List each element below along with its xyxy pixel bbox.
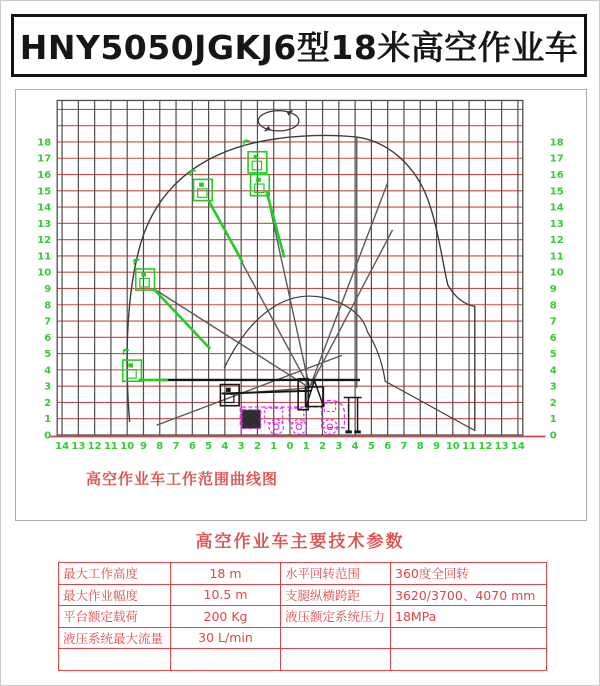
svg-text:8: 8 [549,300,557,312]
svg-text:11: 11 [462,441,477,452]
svg-text:11: 11 [103,441,118,452]
svg-text:18: 18 [37,137,52,149]
param-label [281,649,391,671]
chart-caption: 高空作业车工作范围曲线图 [86,470,279,488]
svg-text:6: 6 [44,332,52,344]
svg-text:5: 5 [549,349,557,361]
param-value [391,627,547,649]
svg-text:0: 0 [286,441,294,452]
svg-text:12: 12 [37,235,52,247]
svg-text:11: 11 [549,251,564,263]
svg-text:2: 2 [44,397,52,409]
svg-text:14: 14 [549,202,564,214]
svg-text:7: 7 [400,441,408,452]
param-label [281,627,391,649]
svg-text:0: 0 [44,430,52,442]
work-range-svg [16,90,586,520]
svg-text:13: 13 [549,218,564,230]
svg-text:13: 13 [494,441,509,452]
svg-text:17: 17 [37,153,52,165]
svg-text:12: 12 [478,441,493,452]
svg-text:3: 3 [549,381,557,393]
param-label: 平台额定载荷 [59,606,171,628]
param-label: 液压额定系统压力 [281,606,391,628]
param-label: 支腿纵横跨距 [281,584,391,606]
svg-text:5: 5 [367,441,375,452]
svg-text:4: 4 [549,365,557,377]
svg-text:14: 14 [37,202,52,214]
svg-text:9: 9 [139,441,147,452]
svg-text:5: 5 [205,441,213,452]
truck [240,401,344,435]
svg-text:17: 17 [549,153,564,165]
svg-text:4: 4 [44,365,52,377]
svg-text:3: 3 [335,441,343,452]
work-range-panel [15,89,587,521]
svg-text:10: 10 [549,267,564,279]
param-value [391,649,547,671]
svg-text:6: 6 [549,332,557,344]
svg-text:7: 7 [44,316,52,328]
boom-positions [139,138,393,425]
svg-text:11: 11 [37,251,52,263]
svg-text:15: 15 [549,186,564,198]
svg-text:12: 12 [549,235,564,247]
svg-text:8: 8 [156,441,164,452]
svg-text:9: 9 [44,283,52,295]
svg-text:12: 12 [87,441,102,452]
param-value: 18MPa [391,606,547,628]
svg-text:1: 1 [270,441,278,452]
page-title: HNY5050JGKJ6型18米高空作业车 [19,28,579,67]
svg-text:4: 4 [351,441,359,452]
svg-text:7: 7 [549,316,557,328]
table-row [59,563,547,585]
param-label: 水平回转范围 [281,563,391,585]
svg-text:3: 3 [237,441,245,452]
turret-structure [298,379,361,434]
svg-text:1: 1 [302,441,310,452]
param-value: 30 L/min [171,627,281,649]
table-row [59,606,547,628]
svg-text:10: 10 [37,267,52,279]
param-value: 18 m [171,563,281,585]
svg-text:8: 8 [416,441,424,452]
param-value [171,649,281,671]
svg-text:3: 3 [44,381,52,393]
param-label: 最大作业幅度 [59,584,171,606]
param-label [59,649,171,671]
svg-text:9: 9 [549,283,557,295]
svg-text:6: 6 [188,441,196,452]
svg-text:1: 1 [44,414,52,426]
svg-text:2: 2 [549,397,557,409]
svg-text:13: 13 [37,218,52,230]
svg-text:4: 4 [221,441,229,452]
svg-text:14: 14 [510,441,525,452]
table-row [59,649,547,671]
param-label: 液压系统最大流量 [59,627,171,649]
svg-text:0: 0 [549,430,557,442]
svg-text:13: 13 [71,441,86,452]
svg-text:7: 7 [172,441,180,452]
svg-text:10: 10 [445,441,460,452]
table-row [59,584,547,606]
svg-text:16: 16 [549,170,564,182]
param-value: 10.5 m [171,584,281,606]
param-value: 360度全回转 [391,563,547,585]
table-title: 高空作业车主要技术参数 [195,532,405,552]
param-value: 3620/3700、4070 mm [391,584,547,606]
svg-text:2: 2 [253,441,261,452]
svg-text:14: 14 [55,441,70,452]
svg-text:15: 15 [37,186,52,198]
svg-text:1: 1 [549,414,557,426]
title-bar [11,14,587,77]
param-label: 最大工作高度 [59,563,171,585]
param-value: 200 Kg [171,606,281,628]
svg-text:2: 2 [319,441,327,452]
table-row [59,627,547,649]
svg-text:9: 9 [433,441,441,452]
rotation-icon [258,110,299,132]
svg-text:16: 16 [37,170,52,182]
svg-text:6: 6 [384,441,392,452]
svg-text:5: 5 [44,349,52,361]
svg-text:8: 8 [44,300,52,312]
svg-text:18: 18 [549,137,564,149]
specs-table [58,562,547,671]
svg-text:10: 10 [120,441,135,452]
